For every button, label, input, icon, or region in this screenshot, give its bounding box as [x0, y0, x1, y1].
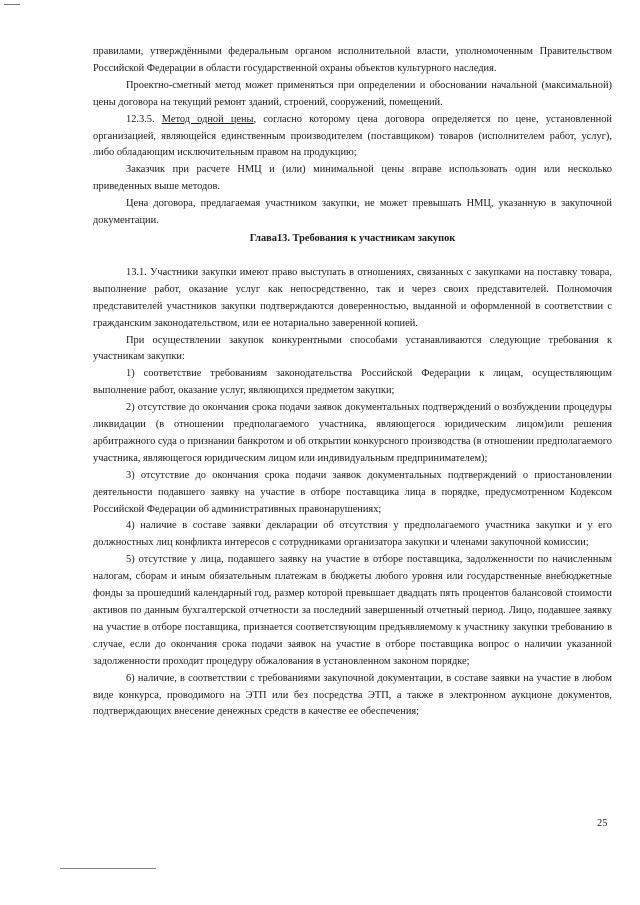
paragraph-continuation: правилами, утверждёнными федеральным органом исполнительной власти, уполномоченным Правительством Российской Федерации в области государственной охраны объектов культурного наследия. — [93, 46, 612, 74]
requirement-item-3: 3) отсутствие до окончания срока подачи заявок документальных подтверждений о приостановлении деятельности подавшего заявку на участие в отборе поставщика лица в порядке, предусмотренном Кодексом Российской Федерации об административных правонарушениях; — [93, 469, 612, 515]
requirement-item-2: 2) отсутствие до окончания срока подачи заявок документальных подтверждений о возбуждении процедуры ликвидации (в отношении предполагаемого участника, являющегося юридическим лицом)или решения арбитражного суда о признании банкротом и об открытии конкурсного производства (в отношении предполагаемого участника, являющегося юридическим лицом или индивидуальным предпринимателем); — [93, 402, 612, 464]
requirement-item-1: 1) соответствие требованиям законодательства Российской Федерации к лицам, осуществляющим выполнение работ, оказание услуг, являющихся предметом закупки; — [93, 368, 612, 397]
scan-corner-mark — [4, 4, 20, 5]
method-name: Метод одной цены — [161, 113, 254, 125]
chapter-heading: Глава13. Требования к участникам закупок — [249, 232, 456, 244]
paragraph-single-price-method — [93, 112, 612, 163]
paragraph-13-1: 13.1. Участники закупки имеют право выступать в отношениях, связанных с закупками на поставку товара, выполнение работ, оказание услуг как непосредственно, так и через своих представителей. Полномочия представителей участников закупки подтверждаются доверенностью, выданной и оформленной в соответствии с гражданским законодательством, или ее нотариально заверенной копией. — [93, 266, 612, 329]
clause-number: 12.3.5. — [126, 113, 155, 125]
document-body — [93, 44, 612, 721]
footer-rule — [60, 868, 156, 869]
paragraph-methods-choice: Заказчик при расчете НМЦ и (или) минимальной цены вправе использовать один или несколько приведенных выше методов. — [93, 164, 612, 193]
paragraph-design-estimate-method: Проектно-сметный метод может применяться при определении и обосновании начальной (максимальной) цены договора на текущий ремонт зданий, строений, сооружений, помещений. — [93, 79, 612, 108]
paragraph-requirements-intro: При осуществлении закупок конкурентными способами устанавливаются следующие требования к участникам закупки: — [93, 334, 612, 363]
requirement-item-4: 4) наличие в составе заявки декларации об отсутствия у предполагаемого участника закупки и у его должностных лиц конфликта интересов с сотрудниками организатора закупки и членами закупочной комиссии; — [93, 520, 612, 549]
page-number: 25 — [597, 818, 608, 829]
method-description: , согласно которому цена договора определяется по цене, установленной организацией, являющейся единственным производителем (поставщиком) товаров (исполнителем работ, услуг), либо обладающим исключительным правом на продукцию; — [93, 113, 612, 159]
requirement-item-6: 6) наличие, в соответствии с требованиями закупочной документации, в составе заявки на участие в любом виде конкурса, проводимого на ЭТП или без посредства ЭТП, а также в электронном аукционе документов, подтверждающих внесение денежных средств в качестве ее обеспечения; — [93, 672, 612, 718]
requirement-item-5: 5) отсутствие у лица, подавшего заявку на участие в отборе поставщика, задолженности по начисленным налогам, сборам и иным обязательным платежам в бюджеты любого уровня или государственные внебюджетные фонды за прошедший календарный год, размер которой превышает двадцать пять процентов балансовой стоимости активов по данным бухгалтерской отчетности за последний завершенный отчетный период. Лицо, подавшее заявку на участие в отборе поставщика, признается соответствующим предъявляемому к участнику закупки требованию в случае, если до окончания срока подачи заявок на участие в отборе поставщика вопрос о наличии указанной задолженности проходит процедуру обжалования в установленном законом порядке; — [93, 554, 612, 667]
paragraph-price-limit: Цена договора, предлагаемая участником закупки, не может превышать НМЦ, указанную в закупочной документации. — [93, 198, 612, 227]
